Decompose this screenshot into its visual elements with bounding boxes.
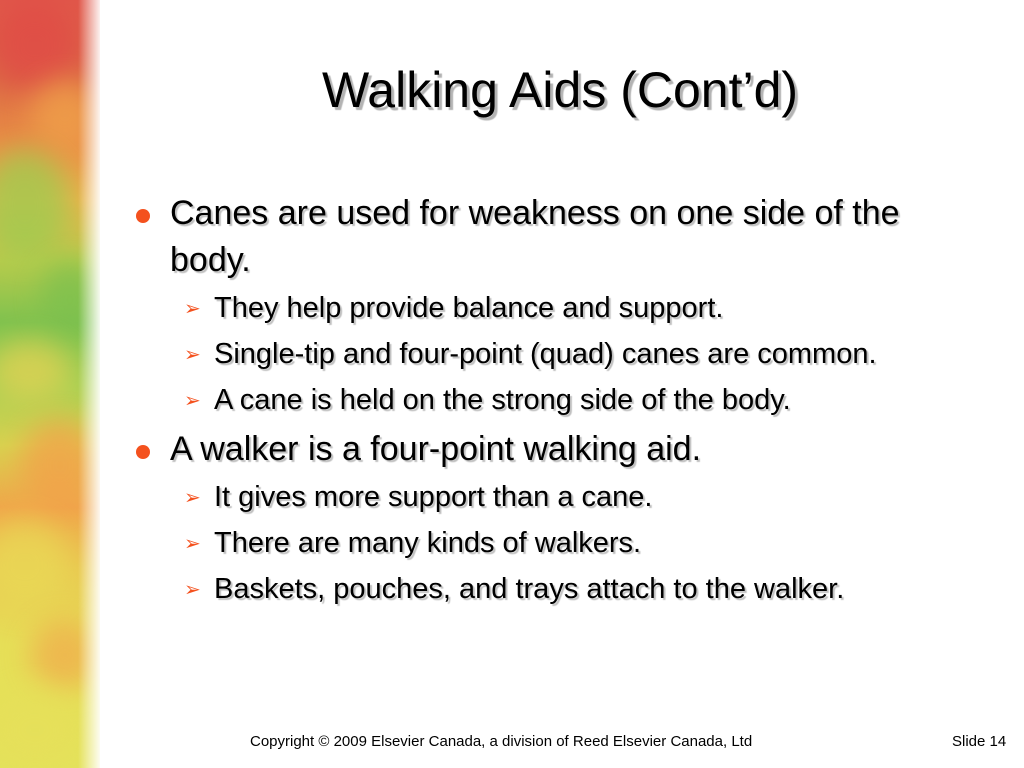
arrow-right-icon: ➢ — [184, 296, 201, 320]
sub-bullet-text: Single-tip and four-point (quad) canes are common. — [214, 338, 877, 370]
sub-bullet-text: It gives more support than a cane. — [214, 481, 653, 513]
sub-bullet-item — [130, 288, 980, 328]
arrow-right-icon: ➢ — [184, 577, 201, 601]
arrow-right-icon: ➢ — [184, 342, 201, 366]
bullet-item — [130, 190, 980, 284]
slide-number: Slide 14 — [952, 733, 1007, 750]
copyright-footer: Copyright © 2009 Elsevier Canada, a division of Reed Elsevier Canada, Ltd — [250, 733, 753, 750]
arrow-right-icon: ➢ — [184, 531, 201, 555]
sub-bullet-item — [130, 523, 980, 563]
slide-title: Walking Aids (Cont’d) — [321, 62, 799, 118]
bullet-text: Canes are used for weakness on one side of the body. — [170, 194, 900, 279]
sub-bullet-item — [130, 477, 980, 517]
round-bullet-icon — [136, 445, 150, 459]
sub-bullet-item — [130, 380, 980, 420]
sub-bullet-text: They help provide balance and support. — [214, 292, 724, 324]
sub-bullet-text: Baskets, pouches, and trays attach to the walker. — [214, 573, 845, 605]
arrow-right-icon: ➢ — [184, 388, 201, 412]
bullet-item — [130, 426, 980, 473]
sub-bullet-text: There are many kinds of walkers. — [214, 527, 642, 559]
side-band-fade — [78, 0, 118, 768]
sub-bullet-item — [130, 569, 980, 609]
slide-body — [130, 190, 980, 615]
sub-bullet-item — [130, 334, 980, 374]
round-bullet-icon — [136, 209, 150, 223]
bullet-text: A walker is a four-point walking aid. — [170, 430, 702, 468]
sub-bullet-text: A cane is held on the strong side of the body. — [214, 384, 791, 416]
arrow-right-icon: ➢ — [184, 485, 201, 509]
